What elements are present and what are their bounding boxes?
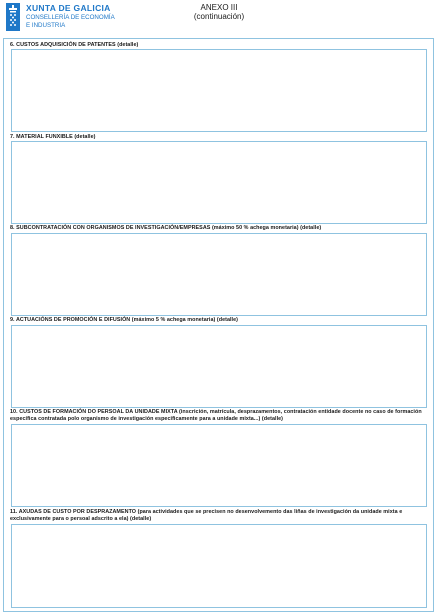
section-7-title: 7. MATERIAL FUNXIBLE (detalle) <box>10 134 96 140</box>
section-10-title: 10. CUSTOS DE FORMACIÓN DO PERSOAL DA UNIDADE MIXTA (inscrición, matrícula, desprazamentos, contratación entidade docente no caso de formación específica contratada polo organismo de investigación especificamente para a unidade mixta...) (detalle) <box>10 409 422 423</box>
section-11-title: 11. AXUDAS DE CUSTO POR DESPRAZAMENTO (para actividades que se precisen no desenvolvemento das liñas de investigación da unidade mixta e exclusivamente para o persoal adscrito a ela) (detalle) <box>10 509 403 523</box>
section-6-textarea[interactable] <box>11 49 427 132</box>
section-7-textarea[interactable] <box>11 141 427 224</box>
section-8-textarea[interactable] <box>11 233 427 316</box>
department-line-1: CONSELLERÍA DE ECONOMÍA <box>26 14 115 21</box>
org-title: XUNTA DE GALICIA <box>26 3 111 13</box>
annex-title: ANEXO III <box>200 3 238 12</box>
section-8-title: 8. SUBCONTRATACIÓN CON ORGANISMOS DE INVESTIGACIÓN/EMPRESAS (máximo 50 % achega monetaria) (detalle) <box>10 225 322 231</box>
annex-heading <box>0 3 438 22</box>
section-9-title: 9. ACTUACIÓNS DE PROMOCIÓN E DIFUSIÓN (máximo 5 % achega monetaria) (detalle) <box>10 317 238 323</box>
department-line-2: E INDUSTRIA <box>26 22 66 30</box>
annex-subtitle: (continuación) <box>193 12 245 22</box>
section-9-textarea[interactable] <box>11 325 427 408</box>
section-10-textarea[interactable] <box>11 424 427 507</box>
section-11-textarea[interactable] <box>11 524 427 608</box>
document-header <box>0 0 438 38</box>
section-6-title: 6. CUSTOS ADQUISICIÓN DE PATENTES (detalle) <box>10 42 139 48</box>
